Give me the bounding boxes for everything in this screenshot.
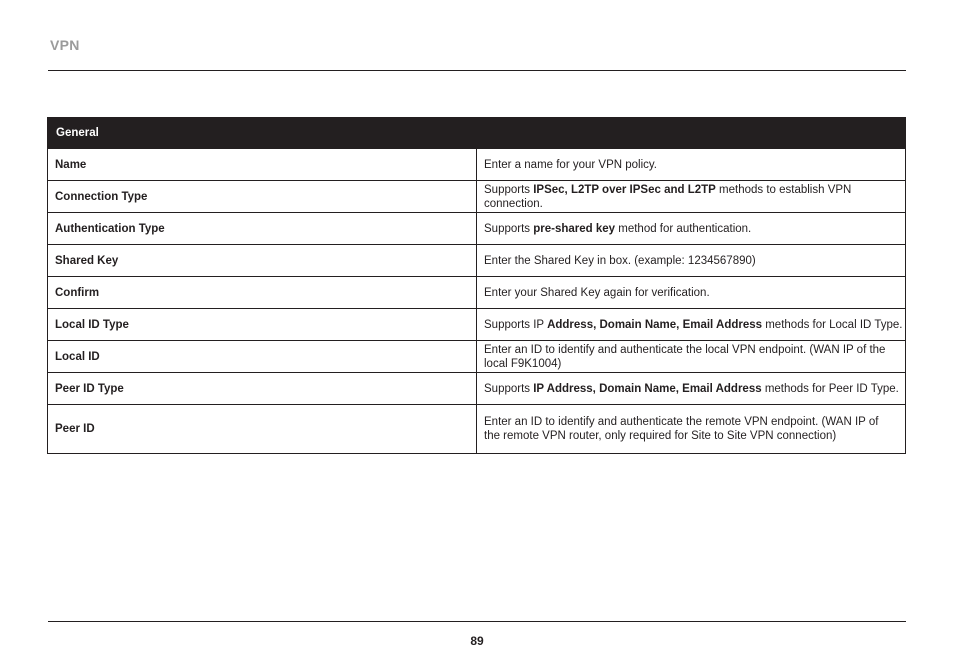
- row-label: Local ID: [48, 341, 477, 373]
- description-text: Enter a name for your VPN policy.: [484, 158, 657, 171]
- description-text: methods for Local ID Type.: [762, 318, 903, 331]
- table-row: [48, 213, 906, 245]
- row-label: Peer ID Type: [48, 373, 477, 405]
- description-text: Supports IP: [484, 318, 548, 331]
- description-text: Enter an ID to identify and authenticate the remote VPN endpoint. (WAN IP of: [484, 416, 879, 428]
- row-description: [477, 245, 906, 277]
- description-emphasis: IPSec, L2TP over IPSec and L2TP: [533, 183, 716, 196]
- row-description: [477, 213, 906, 245]
- table-row: [48, 341, 906, 373]
- row-description: [477, 341, 906, 373]
- table-row: [48, 309, 906, 341]
- row-label: Shared Key: [48, 245, 477, 277]
- row-description: [477, 181, 906, 213]
- row-description: [477, 277, 906, 309]
- table-row: [48, 245, 906, 277]
- description-emphasis: Address, Domain Name, Email Address: [547, 318, 763, 331]
- header-divider: [48, 70, 906, 71]
- page-number: 89: [470, 634, 484, 648]
- description-text: method for authentication.: [615, 222, 752, 235]
- row-description: [477, 309, 906, 341]
- description-emphasis: IP Address, Domain Name, Email Address: [533, 382, 762, 395]
- description-text: Supports: [484, 183, 534, 196]
- row-label: Peer ID: [48, 405, 477, 454]
- row-description: [477, 149, 906, 181]
- row-description: [477, 373, 906, 405]
- row-label: Name: [48, 149, 477, 181]
- table-body: [48, 149, 906, 454]
- description-text: methods to establish VPN connection.: [484, 183, 852, 210]
- table-row: [48, 277, 906, 309]
- table-header-row: [48, 118, 906, 149]
- table-heading: General: [48, 118, 906, 149]
- table-row: [48, 181, 906, 213]
- table-row: [48, 405, 906, 454]
- description-text: Enter an ID to identify and authenticate the local VPN endpoint. (WAN IP of the local F9K1004): [484, 343, 886, 370]
- row-description: [477, 405, 906, 454]
- table-row: [48, 373, 906, 405]
- table-row: [48, 149, 906, 181]
- row-label: Confirm: [48, 277, 477, 309]
- description-text: methods for Peer ID Type.: [761, 382, 899, 395]
- row-label: Authentication Type: [48, 213, 477, 245]
- section-title: VPN: [50, 37, 80, 53]
- vpn-general-table: [47, 117, 906, 454]
- description-text: the remote VPN router, only required for Site to Site VPN connection): [484, 430, 837, 442]
- description-text: Supports: [484, 382, 534, 395]
- description-text: Supports: [484, 222, 534, 235]
- description-emphasis: pre-shared key: [533, 222, 616, 235]
- row-label: Local ID Type: [48, 309, 477, 341]
- footer-divider: [48, 621, 906, 622]
- description-text: Enter your Shared Key again for verification.: [484, 286, 710, 299]
- description-text: Enter the Shared Key in box. (example: 1234567890): [484, 254, 756, 267]
- row-label: Connection Type: [48, 181, 477, 213]
